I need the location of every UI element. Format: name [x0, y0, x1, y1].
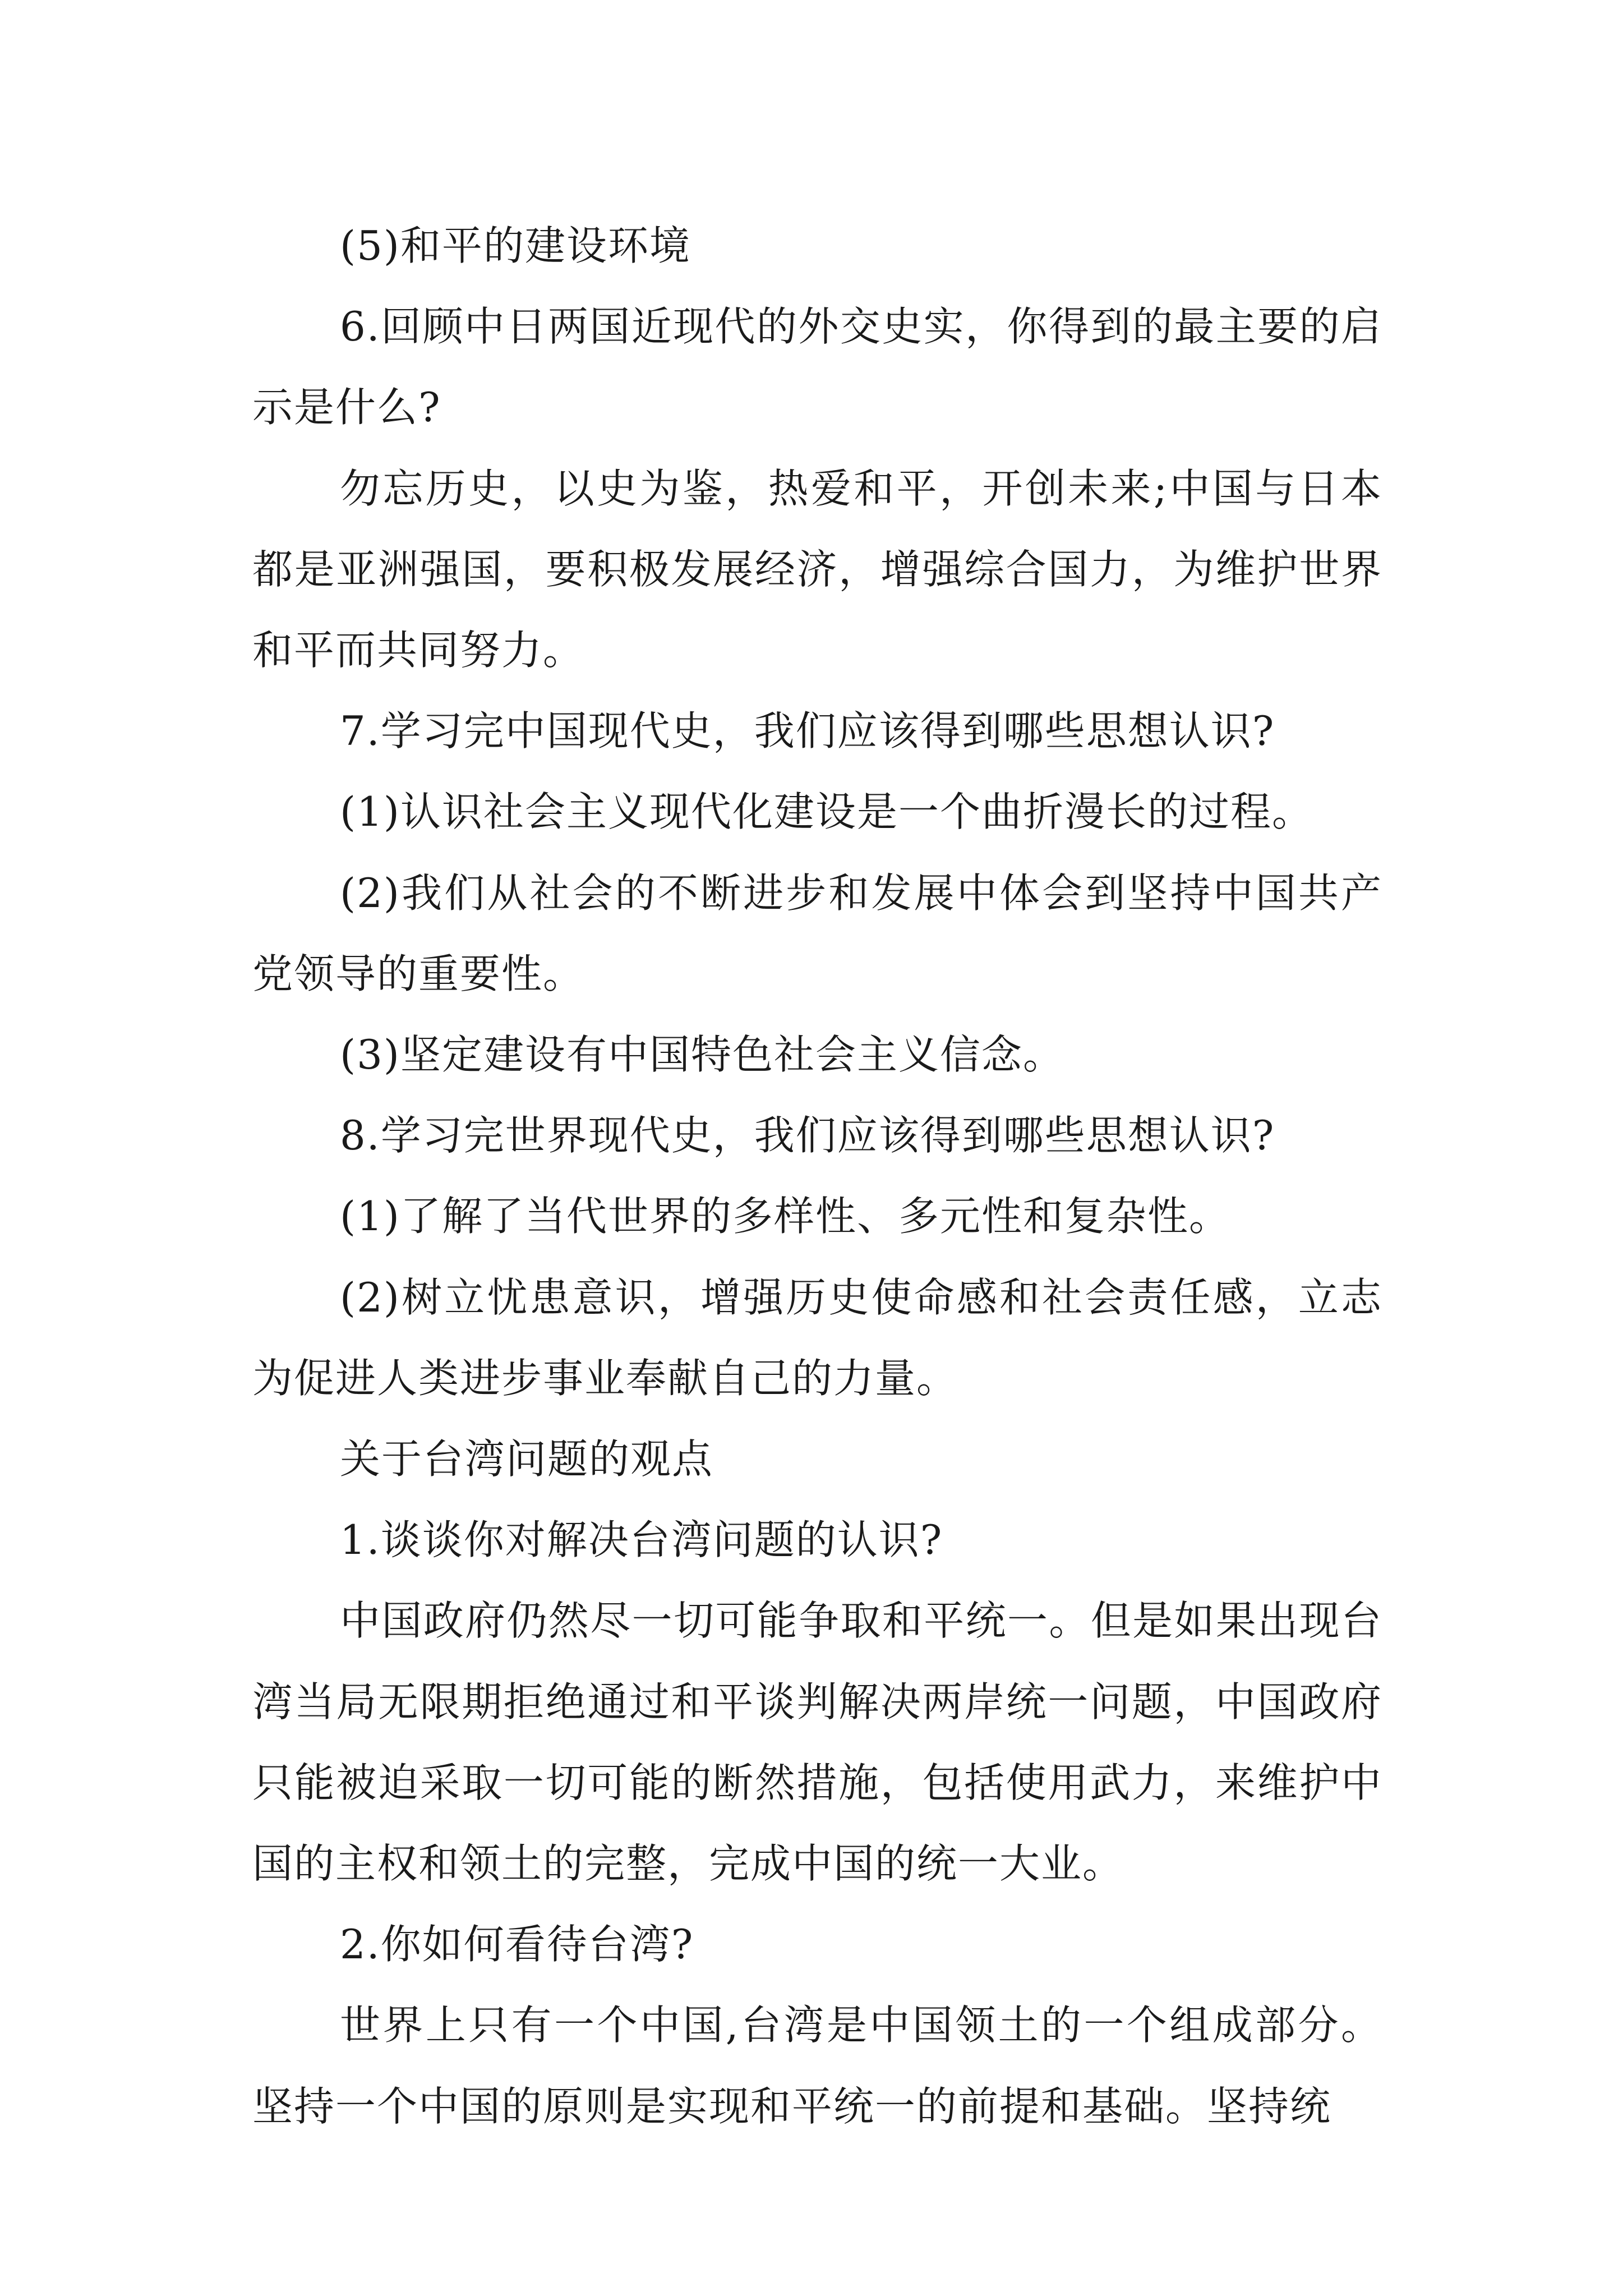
paragraph-taiwan-answer-1: 中国政府仍然尽一切可能争取和平统一。但是如果出现台湾当局无限期拒绝通过和平谈判解决两岸统一问题，中国政府只能被迫采取一切可能的断然措施，包括使用武力，来维护中国的主权和领土的完整，完成中国的统一大业。 [252, 1597, 1382, 1888]
paragraph-question-7: 7.学习完中国现代史，我们应该得到哪些思想认识? [340, 707, 1275, 755]
paragraph-question-8: 8.学习完世界现代史，我们应该得到哪些思想认识? [340, 1112, 1275, 1159]
document-body [252, 205, 1382, 2147]
paragraph-answer-7-2: (2)我们从社会的不断进步和发展中体会到坚持中国共产党领导的重要性。 [252, 869, 1382, 997]
paragraph-answer-7-1: (1)认识社会主义现代化建设是一个曲折漫长的过程。 [340, 788, 1313, 836]
paragraph-answer-8-1: (1)了解了当代世界的多样性、多元性和复杂性。 [340, 1193, 1230, 1240]
section-heading-taiwan: 关于台湾问题的观点 [340, 1435, 714, 1483]
paragraph-peaceful-environment: (5)和平的建设环境 [340, 222, 691, 269]
paragraph-answer-7-3: (3)坚定建设有中国特色社会主义信念。 [340, 1031, 1064, 1079]
paragraph-answer-8-2: (2)树立忧患意识，增强历史使命感和社会责任感，立志为促进人类进步事业奉献自己的力量。 [252, 1273, 1382, 1402]
paragraph-taiwan-answer-2: 世界上只有一个中国,台湾是中国领土的一个组成部分。坚持一个中国的原则是实现和平统一的前提和基础。坚持统 [252, 2001, 1382, 2130]
paragraph-question-6: 6.回顾中日两国近现代的外交史实，你得到的最主要的启示是什么? [252, 303, 1382, 431]
paragraph-taiwan-question-1: 1.谈谈你对解决台湾问题的认识? [340, 1516, 943, 1564]
paragraph-answer-6: 勿忘历史，以史为鉴，热爱和平，开创未来;中国与日本都是亚洲强国，要积极发展经济，增强综合国力，为维护世界和平而共同努力。 [252, 464, 1382, 674]
paragraph-taiwan-question-2: 2.你如何看待台湾? [340, 1921, 694, 1968]
